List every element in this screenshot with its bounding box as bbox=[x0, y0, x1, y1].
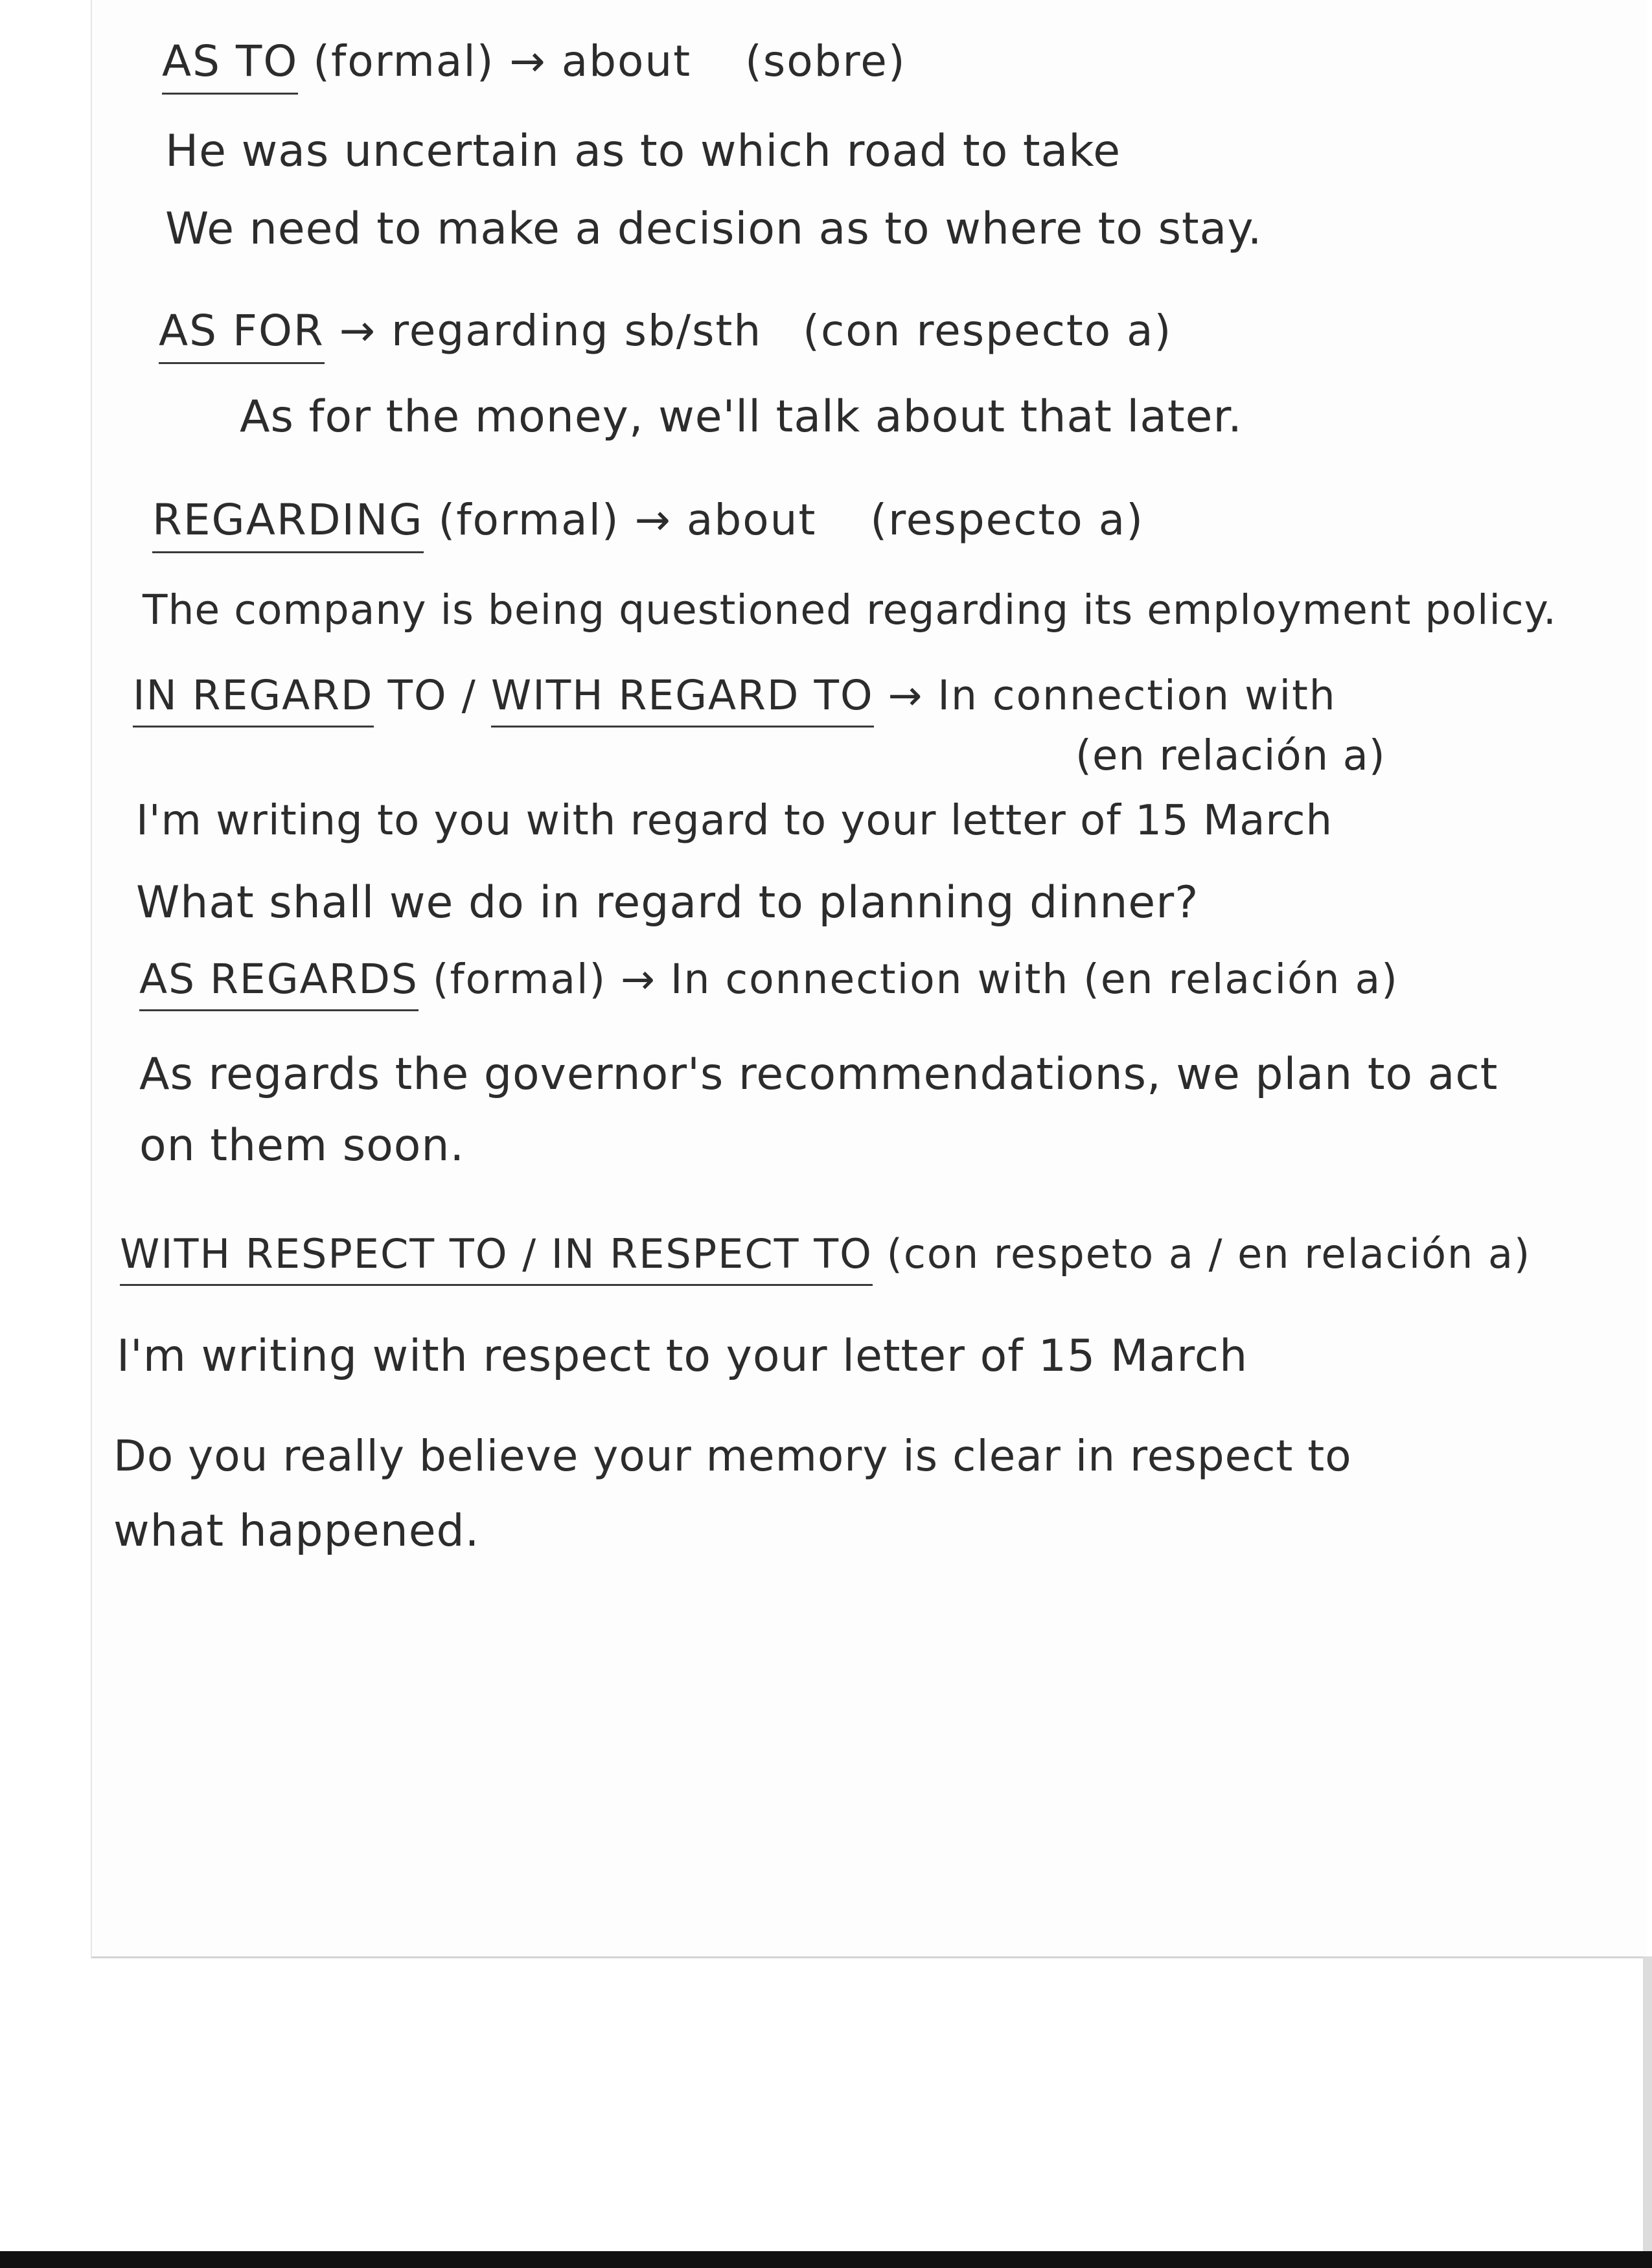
as-for-gloss: → regarding sb/sth bbox=[339, 306, 763, 356]
as-for-term: AS FOR bbox=[159, 306, 325, 364]
in-regard-to-example-2: What shall we do in regard to planning dinner? bbox=[136, 877, 1199, 928]
regarding-spanish: (respecto a) bbox=[870, 495, 1144, 545]
as-to-spanish: (sobre) bbox=[745, 36, 906, 86]
in-regard-to-connector: TO / bbox=[387, 672, 477, 719]
in-regard-to-spanish: (en relación a) bbox=[1075, 732, 1386, 780]
page-edge-shadow bbox=[1643, 1956, 1652, 2251]
with-respect-to-spanish: (con respeto a / en relación a) bbox=[886, 1230, 1532, 1277]
with-respect-to-heading bbox=[120, 1230, 1532, 1277]
as-to-term: AS TO bbox=[162, 36, 298, 95]
as-regards-example-1: As regards the governor's recommendations, we plan to act bbox=[139, 1049, 1498, 1100]
scanner-border bbox=[0, 2251, 1652, 2268]
as-regards-gloss: (formal) → In connection with bbox=[432, 956, 1070, 1003]
as-for-spanish: (con respecto a) bbox=[803, 306, 1173, 356]
with-respect-to-term: WITH RESPECT TO / IN RESPECT TO bbox=[120, 1230, 873, 1286]
as-for-example-1: As for the money, we'll talk about that later. bbox=[240, 391, 1243, 442]
as-to-example-1: He was uncertain as to which road to take bbox=[165, 126, 1121, 177]
as-to-gloss: (formal) → about bbox=[313, 36, 692, 86]
in-regard-to-gloss: → In connection with bbox=[888, 672, 1337, 719]
as-regards-spanish: (en relación a) bbox=[1083, 956, 1399, 1003]
as-for-heading bbox=[159, 306, 1173, 356]
with-regard-to-term: WITH REGARD TO bbox=[491, 672, 874, 727]
with-respect-to-example-2: Do you really believe your memory is clear in respect to bbox=[113, 1431, 1352, 1481]
as-to-heading bbox=[162, 36, 906, 86]
with-respect-to-example-1: I'm writing with respect to your letter of 15 March bbox=[117, 1331, 1248, 1382]
regarding-gloss: (formal) → about bbox=[438, 495, 817, 545]
as-regards-term: AS REGARDS bbox=[139, 956, 419, 1011]
as-regards-heading bbox=[139, 956, 1399, 1003]
regarding-example-1: The company is being questioned regarding its employment policy. bbox=[143, 586, 1557, 634]
in-regard-to-example-1: I'm writing to you with regard to your letter of 15 March bbox=[136, 797, 1333, 845]
as-regards-example-2: on them soon. bbox=[139, 1120, 465, 1171]
in-regard-to-heading bbox=[133, 672, 1337, 719]
with-respect-to-example-3: what happened. bbox=[113, 1506, 480, 1557]
regarding-heading bbox=[152, 495, 1144, 545]
in-regard-term: IN REGARD bbox=[133, 672, 374, 727]
regarding-term: REGARDING bbox=[152, 495, 424, 553]
as-to-example-2: We need to make a decision as to where to stay. bbox=[165, 203, 1263, 255]
